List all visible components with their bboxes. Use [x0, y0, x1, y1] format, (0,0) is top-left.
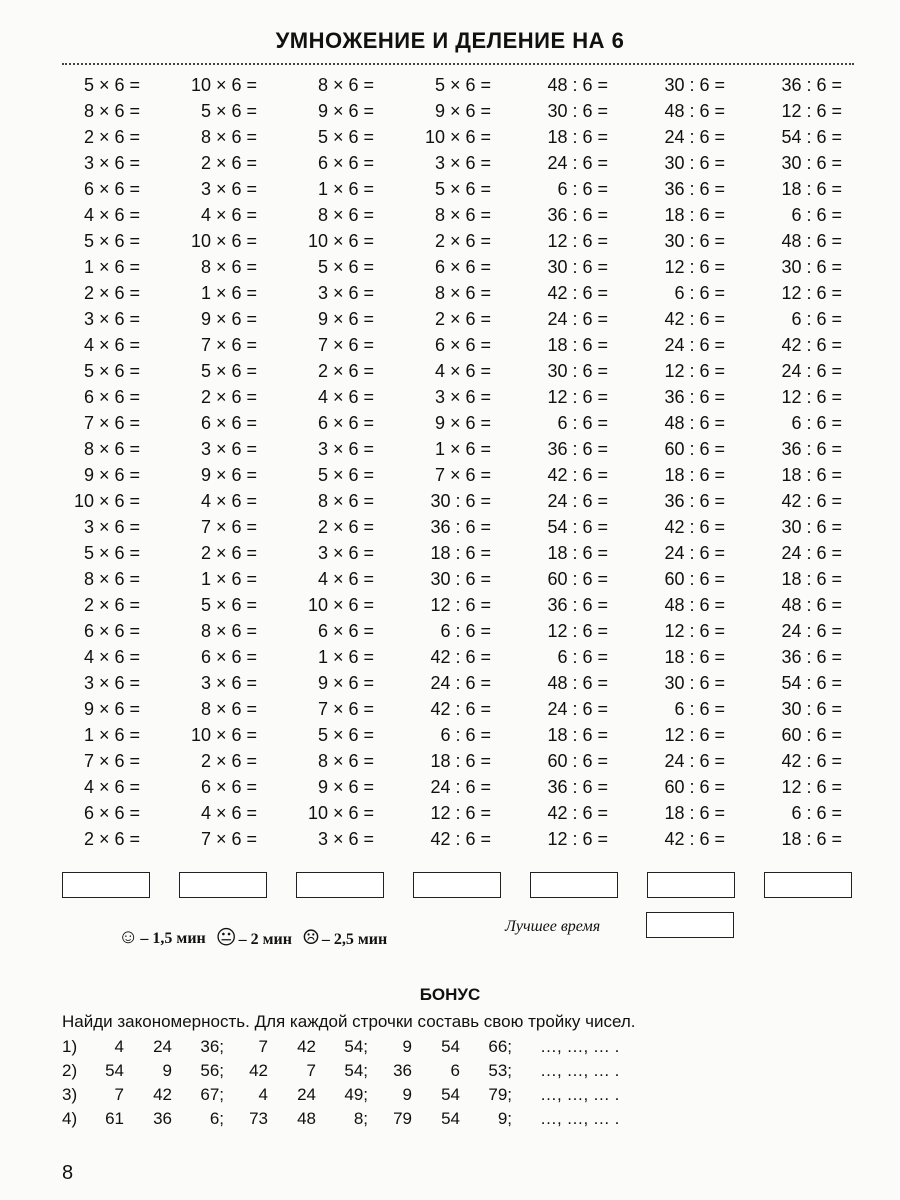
exercise-cell: 2 × 6 = [200, 387, 257, 407]
page-number: 8 [62, 1162, 74, 1184]
exercise-cell: 3 × 6 = [200, 673, 257, 693]
exercise-cell: 12 : 6 = [430, 803, 491, 823]
exercise-cell: 36 : 6 = [547, 439, 608, 459]
exercise-cell: 18 : 6 = [547, 335, 608, 355]
time-box-col-7[interactable] [764, 872, 852, 898]
bonus-value: 53; [488, 1061, 512, 1080]
exercise-cell: 5 × 6 = [83, 231, 140, 251]
exercise-cell: 30 : 6 = [547, 257, 608, 277]
neutral-face-icon: 😐︎ [215, 927, 237, 949]
exercise-cell: 18 : 6 = [430, 751, 491, 771]
exercise-cell: 48 : 6 = [664, 413, 725, 433]
bonus-value: 9 [162, 1061, 172, 1080]
exercise-cell: 1 × 6 = [317, 647, 374, 667]
exercise-cell: 8 × 6 = [83, 569, 140, 589]
time-box-col-5[interactable] [530, 872, 618, 898]
exercise-cell: 9 × 6 = [434, 101, 491, 121]
exercise-cell: 1 × 6 = [83, 257, 140, 277]
exercise-cell: 30 : 6 = [547, 361, 608, 381]
exercise-cell: 6 : 6 = [440, 725, 491, 745]
exercise-cell: 2 × 6 = [200, 153, 257, 173]
exercise-cell: 3 × 6 = [317, 283, 374, 303]
exercise-cell: 5 × 6 = [200, 361, 257, 381]
bonus-value: 4 [258, 1085, 268, 1104]
bonus-row [62, 1083, 619, 1107]
exercise-cell: 18 : 6 = [430, 543, 491, 563]
time-box-col-1[interactable] [62, 872, 150, 898]
exercise-cell: 48 : 6 = [781, 595, 842, 615]
exercise-grid [55, 72, 855, 852]
exercise-cell: 24 : 6 = [664, 543, 725, 563]
legend-fast [118, 926, 206, 949]
bonus-fill-blank[interactable]: …, …, … . [540, 1085, 620, 1104]
exercise-cell: 42 : 6 = [664, 517, 725, 537]
exercise-cell: 6 : 6 = [557, 647, 608, 667]
exercise-cell: 3 × 6 = [317, 439, 374, 459]
exercise-cell: 4 × 6 = [83, 335, 140, 355]
exercise-cell: 6 : 6 = [557, 413, 608, 433]
exercise-cell: 1 × 6 = [200, 569, 257, 589]
exercise-cell: 3 × 6 = [83, 673, 140, 693]
exercise-cell: 6 × 6 = [317, 621, 374, 641]
bonus-value: 36 [393, 1061, 412, 1080]
exercise-cell: 18 : 6 = [664, 647, 725, 667]
exercise-cell: 6 × 6 = [83, 803, 140, 823]
exercise-cell: 4 × 6 = [434, 361, 491, 381]
exercise-cell: 6 : 6 = [440, 621, 491, 641]
bonus-value: 36 [153, 1109, 172, 1128]
exercise-cell: 12 : 6 = [781, 387, 842, 407]
exercise-cell: 60 : 6 = [664, 777, 725, 797]
exercise-cell: 12 : 6 = [664, 257, 725, 277]
bonus-row [62, 1059, 619, 1083]
exercise-cell: 36 : 6 = [781, 439, 842, 459]
exercise-cell: 42 : 6 = [430, 699, 491, 719]
exercise-cell: 12 : 6 = [664, 361, 725, 381]
exercise-cell: 10 × 6 = [307, 803, 374, 823]
exercise-cell: 8 × 6 = [434, 283, 491, 303]
exercise-cell: 8 × 6 = [200, 699, 257, 719]
exercise-cell: 8 × 6 = [317, 751, 374, 771]
exercise-cell: 6 × 6 = [434, 335, 491, 355]
bonus-value: 42 [249, 1061, 268, 1080]
legend-slow [302, 925, 387, 950]
exercise-cell: 4 × 6 = [83, 647, 140, 667]
exercise-cell: 48 : 6 = [547, 75, 608, 95]
bonus-value: 66; [488, 1037, 512, 1056]
exercise-cell: 12 : 6 = [664, 725, 725, 745]
exercise-cell: 7 × 6 = [83, 751, 140, 771]
exercise-cell: 30 : 6 = [781, 699, 842, 719]
exercise-cell: 42 : 6 = [430, 829, 491, 849]
exercise-cell: 6 × 6 = [200, 647, 257, 667]
legend-medium-label: – 2 мин [238, 931, 292, 948]
exercise-cell: 3 × 6 = [317, 829, 374, 849]
exercise-cell: 5 × 6 = [434, 179, 491, 199]
bonus-value: 54 [441, 1037, 460, 1056]
exercise-cell: 24 : 6 = [781, 543, 842, 563]
exercise-cell: 2 × 6 = [83, 283, 140, 303]
exercise-cell: 36 : 6 = [664, 387, 725, 407]
exercise-cell: 4 × 6 = [200, 803, 257, 823]
exercise-cell: 24 : 6 = [430, 777, 491, 797]
bonus-value: 6; [209, 1109, 224, 1128]
exercise-cell: 2 × 6 = [434, 231, 491, 251]
exercise-cell: 60 : 6 = [664, 439, 725, 459]
exercise-cell: 6 : 6 = [791, 309, 842, 329]
exercise-cell: 7 × 6 = [200, 335, 257, 355]
exercise-cell: 24 : 6 = [547, 491, 608, 511]
bonus-value: 36; [200, 1037, 224, 1056]
bonus-row-number: 1) [62, 1037, 78, 1056]
exercise-cell: 48 : 6 = [664, 101, 725, 121]
exercise-cell: 7 × 6 = [434, 465, 491, 485]
exercise-cell: 12 : 6 = [430, 595, 491, 615]
exercise-cell: 18 : 6 = [781, 569, 842, 589]
exercise-cell: 3 × 6 = [434, 387, 491, 407]
time-legend [118, 925, 387, 950]
bonus-rows [62, 1035, 619, 1131]
exercise-cell: 7 × 6 = [317, 335, 374, 355]
exercise-cell: 8 × 6 = [317, 205, 374, 225]
exercise-cell: 36 : 6 = [547, 205, 608, 225]
exercise-cell: 8 × 6 = [83, 439, 140, 459]
bonus-value: 73 [249, 1109, 268, 1128]
bonus-value: 4 [114, 1037, 124, 1056]
bonus-row [62, 1035, 619, 1059]
exercise-cell: 4 × 6 = [317, 387, 374, 407]
exercise-cell: 1 × 6 = [83, 725, 140, 745]
exercise-cell: 42 : 6 = [430, 647, 491, 667]
bonus-fill-blank[interactable]: …, …, … . [540, 1061, 620, 1080]
title-divider [62, 63, 854, 65]
exercise-cell: 18 : 6 = [547, 127, 608, 147]
exercise-cell: 9 × 6 = [200, 309, 257, 329]
exercise-cell: 5 × 6 = [83, 543, 140, 563]
bonus-row-number: 4) [62, 1109, 78, 1128]
exercise-cell: 36 : 6 = [781, 75, 842, 95]
bonus-row [62, 1107, 619, 1131]
exercise-cell: 42 : 6 = [781, 751, 842, 771]
exercise-cell: 36 : 6 = [430, 517, 491, 537]
bonus-value: 9 [402, 1085, 412, 1104]
exercise-cell: 2 × 6 = [317, 517, 374, 537]
legend-slow-label: – 2,5 мин [321, 931, 388, 948]
exercise-cell: 12 : 6 = [547, 231, 608, 251]
exercise-cell: 7 × 6 = [317, 699, 374, 719]
bonus-value: 48 [297, 1109, 316, 1128]
bonus-value: 42 [297, 1037, 316, 1056]
exercise-cell: 8 × 6 = [200, 127, 257, 147]
exercise-cell: 2 × 6 = [83, 595, 140, 615]
exercise-cell: 3 × 6 = [200, 179, 257, 199]
time-box-col-4[interactable] [413, 872, 501, 898]
exercise-cell: 6 : 6 = [674, 699, 725, 719]
bonus-value: 6 [450, 1061, 460, 1080]
bonus-fill-blank[interactable]: …, …, … . [540, 1037, 620, 1056]
exercise-cell: 9 × 6 = [200, 465, 257, 485]
exercise-cell: 6 × 6 = [83, 621, 140, 641]
time-box-col-6[interactable] [647, 872, 735, 898]
exercise-cell: 9 × 6 = [83, 465, 140, 485]
exercise-cell: 5 × 6 = [317, 127, 374, 147]
exercise-cell: 5 × 6 = [200, 101, 257, 121]
exercise-cell: 54 : 6 = [781, 673, 842, 693]
bonus-value: 49; [344, 1085, 368, 1104]
bonus-value: 54; [344, 1061, 368, 1080]
exercise-cell: 10 × 6 = [190, 725, 257, 745]
exercise-cell: 6 × 6 = [434, 257, 491, 277]
exercise-cell: 8 × 6 = [83, 101, 140, 121]
bonus-value: 54 [105, 1061, 124, 1080]
bonus-value: 79; [488, 1085, 512, 1104]
exercise-cell: 10 × 6 = [190, 75, 257, 95]
exercise-cell: 2 × 6 = [83, 127, 140, 147]
exercise-cell: 5 × 6 = [434, 75, 491, 95]
exercise-cell: 9 × 6 = [317, 673, 374, 693]
exercise-cell: 6 × 6 = [200, 777, 257, 797]
exercise-cell: 5 × 6 = [317, 257, 374, 277]
exercise-cell: 24 : 6 = [430, 673, 491, 693]
bonus-value: 67; [200, 1085, 224, 1104]
exercise-cell: 3 × 6 = [317, 543, 374, 563]
exercise-cell: 12 : 6 = [547, 829, 608, 849]
exercise-cell: 60 : 6 = [664, 569, 725, 589]
bonus-value: 61 [105, 1109, 124, 1128]
exercise-cell: 3 × 6 = [200, 439, 257, 459]
exercise-cell: 9 × 6 = [434, 413, 491, 433]
exercise-cell: 24 : 6 = [781, 361, 842, 381]
exercise-cell: 3 × 6 = [83, 517, 140, 537]
exercise-cell: 42 : 6 = [547, 803, 608, 823]
exercise-cell: 48 : 6 = [547, 673, 608, 693]
exercise-cell: 42 : 6 = [781, 335, 842, 355]
exercise-cell: 24 : 6 = [664, 751, 725, 771]
exercise-cell: 30 : 6 = [430, 569, 491, 589]
exercise-cell: 60 : 6 = [547, 751, 608, 771]
exercise-cell: 30 : 6 = [547, 101, 608, 121]
exercise-cell: 18 : 6 = [664, 465, 725, 485]
bonus-value: 54 [441, 1109, 460, 1128]
bonus-value: 7 [258, 1037, 268, 1056]
bonus-value: 54; [344, 1037, 368, 1056]
exercise-cell: 6 × 6 = [83, 387, 140, 407]
exercise-cell: 5 × 6 = [317, 465, 374, 485]
exercise-cell: 5 × 6 = [317, 725, 374, 745]
exercise-cell: 12 : 6 = [781, 777, 842, 797]
exercise-cell: 2 × 6 = [434, 309, 491, 329]
exercise-cell: 6 : 6 = [674, 283, 725, 303]
exercise-cell: 10 × 6 = [307, 595, 374, 615]
exercise-cell: 30 : 6 = [664, 153, 725, 173]
bonus-value: 24 [297, 1085, 316, 1104]
exercise-cell: 18 : 6 = [781, 465, 842, 485]
exercise-cell: 1 × 6 = [200, 283, 257, 303]
exercise-cell: 1 × 6 = [317, 179, 374, 199]
exercise-cell: 8 × 6 = [434, 205, 491, 225]
exercise-cell: 6 × 6 = [317, 413, 374, 433]
exercise-cell: 30 : 6 = [781, 517, 842, 537]
sad-face-icon: ☹ [301, 927, 320, 949]
exercise-cell: 60 : 6 = [547, 569, 608, 589]
bonus-task: Найди закономерность. Для каждой строчки составь свою тройку чисел. [62, 1012, 636, 1031]
exercise-cell: 48 : 6 = [664, 595, 725, 615]
exercise-cell: 4 × 6 = [83, 205, 140, 225]
exercise-cell: 6 × 6 = [317, 153, 374, 173]
exercise-cell: 4 × 6 = [317, 569, 374, 589]
exercise-cell: 24 : 6 = [664, 127, 725, 147]
exercise-cell: 10 × 6 = [190, 231, 257, 251]
exercise-cell: 6 × 6 = [200, 413, 257, 433]
exercise-cell: 6 × 6 = [83, 179, 140, 199]
exercise-cell: 5 × 6 = [83, 75, 140, 95]
exercise-cell: 9 × 6 = [317, 101, 374, 121]
legend-medium [216, 925, 292, 950]
exercise-cell: 6 : 6 = [791, 205, 842, 225]
exercise-cell: 30 : 6 = [430, 491, 491, 511]
page-title: УМНОЖЕНИЕ И ДЕЛЕНИЕ НА 6 [275, 28, 625, 53]
exercise-cell: 60 : 6 = [781, 725, 842, 745]
exercise-cell: 18 : 6 = [781, 829, 842, 849]
exercise-cell: 8 × 6 = [317, 75, 374, 95]
exercise-cell: 18 : 6 = [547, 725, 608, 745]
bonus-value: 8; [353, 1109, 368, 1128]
exercise-cell: 1 × 6 = [434, 439, 491, 459]
happy-face-icon: ☺ [118, 926, 139, 948]
exercise-cell: 42 : 6 = [547, 465, 608, 485]
exercise-cell: 12 : 6 = [547, 387, 608, 407]
exercise-cell: 8 × 6 = [200, 621, 257, 641]
exercise-cell: 2 × 6 = [317, 361, 374, 381]
exercise-cell: 3 × 6 = [83, 153, 140, 173]
exercise-cell: 30 : 6 = [664, 673, 725, 693]
exercise-cell: 24 : 6 = [664, 335, 725, 355]
exercise-cell: 36 : 6 = [547, 595, 608, 615]
exercise-cell: 12 : 6 = [547, 621, 608, 641]
time-box-col-3[interactable] [296, 872, 384, 898]
exercise-cell: 2 × 6 = [200, 751, 257, 771]
bonus-value: 7 [114, 1085, 124, 1104]
exercise-cell: 48 : 6 = [781, 231, 842, 251]
exercise-cell: 18 : 6 = [664, 205, 725, 225]
time-box-col-2[interactable] [179, 872, 267, 898]
exercise-cell: 36 : 6 = [664, 491, 725, 511]
exercise-cell: 36 : 6 = [664, 179, 725, 199]
best-time-box[interactable] [646, 912, 734, 938]
exercise-cell: 6 : 6 = [557, 179, 608, 199]
exercise-cell: 42 : 6 = [664, 309, 725, 329]
exercise-cell: 2 × 6 = [83, 829, 140, 849]
exercise-cell: 42 : 6 = [547, 283, 608, 303]
best-time-label: Лучшее время [505, 918, 601, 935]
bonus-value: 54 [441, 1085, 460, 1104]
bonus-value: 79 [393, 1109, 412, 1128]
exercise-cell: 4 × 6 = [83, 777, 140, 797]
exercise-cell: 10 × 6 = [73, 491, 140, 511]
exercise-cell: 4 × 6 = [200, 491, 257, 511]
exercise-cell: 42 : 6 = [664, 829, 725, 849]
exercise-cell: 7 × 6 = [83, 413, 140, 433]
exercise-cell: 7 × 6 = [200, 517, 257, 537]
exercise-cell: 12 : 6 = [664, 621, 725, 641]
exercise-cell: 12 : 6 = [781, 283, 842, 303]
bonus-fill-blank[interactable]: …, …, … . [540, 1109, 620, 1128]
exercise-cell: 54 : 6 = [547, 517, 608, 537]
exercise-cell: 4 × 6 = [200, 205, 257, 225]
answer-boxes [62, 872, 881, 898]
exercise-cell: 54 : 6 = [781, 127, 842, 147]
bonus-value: 56; [200, 1061, 224, 1080]
exercise-cell: 24 : 6 = [547, 309, 608, 329]
exercise-cell: 8 × 6 = [317, 491, 374, 511]
exercise-cell: 18 : 6 = [781, 179, 842, 199]
exercise-cell: 6 : 6 = [791, 413, 842, 433]
exercise-cell: 18 : 6 = [547, 543, 608, 563]
exercise-cell: 8 × 6 = [200, 257, 257, 277]
exercise-cell: 5 × 6 = [83, 361, 140, 381]
exercise-cell: 30 : 6 = [664, 231, 725, 251]
exercise-cell: 24 : 6 = [547, 699, 608, 719]
exercise-cell: 30 : 6 = [664, 75, 725, 95]
exercise-cell: 24 : 6 = [547, 153, 608, 173]
exercise-cell: 10 × 6 = [424, 127, 491, 147]
exercise-cell: 36 : 6 = [547, 777, 608, 797]
bonus-value: 9; [497, 1109, 512, 1128]
bonus-value: 24 [153, 1037, 172, 1056]
exercise-cell: 10 × 6 = [307, 231, 374, 251]
bonus-value: 9 [402, 1037, 412, 1056]
exercise-cell: 9 × 6 = [83, 699, 140, 719]
bonus-row-number: 2) [62, 1061, 78, 1080]
exercise-cell: 9 × 6 = [317, 309, 374, 329]
bonus-row-number: 3) [62, 1085, 78, 1104]
bonus-value: 42 [153, 1085, 172, 1104]
exercise-cell: 24 : 6 = [781, 621, 842, 641]
exercise-cell: 30 : 6 = [781, 153, 842, 173]
bonus-value: 7 [306, 1061, 316, 1080]
exercise-cell: 3 × 6 = [434, 153, 491, 173]
exercise-cell: 30 : 6 = [781, 257, 842, 277]
exercise-cell: 5 × 6 = [200, 595, 257, 615]
exercise-cell: 9 × 6 = [317, 777, 374, 797]
exercise-cell: 36 : 6 = [781, 647, 842, 667]
exercise-cell: 2 × 6 = [200, 543, 257, 563]
exercise-cell: 12 : 6 = [781, 101, 842, 121]
exercise-cell: 7 × 6 = [200, 829, 257, 849]
bonus-title: БОНУС [419, 985, 481, 1004]
legend-fast-label: – 1,5 мин [140, 930, 206, 947]
exercise-cell: 18 : 6 = [664, 803, 725, 823]
exercise-cell: 42 : 6 = [781, 491, 842, 511]
exercise-cell: 6 : 6 = [791, 803, 842, 823]
exercise-cell: 3 × 6 = [83, 309, 140, 329]
